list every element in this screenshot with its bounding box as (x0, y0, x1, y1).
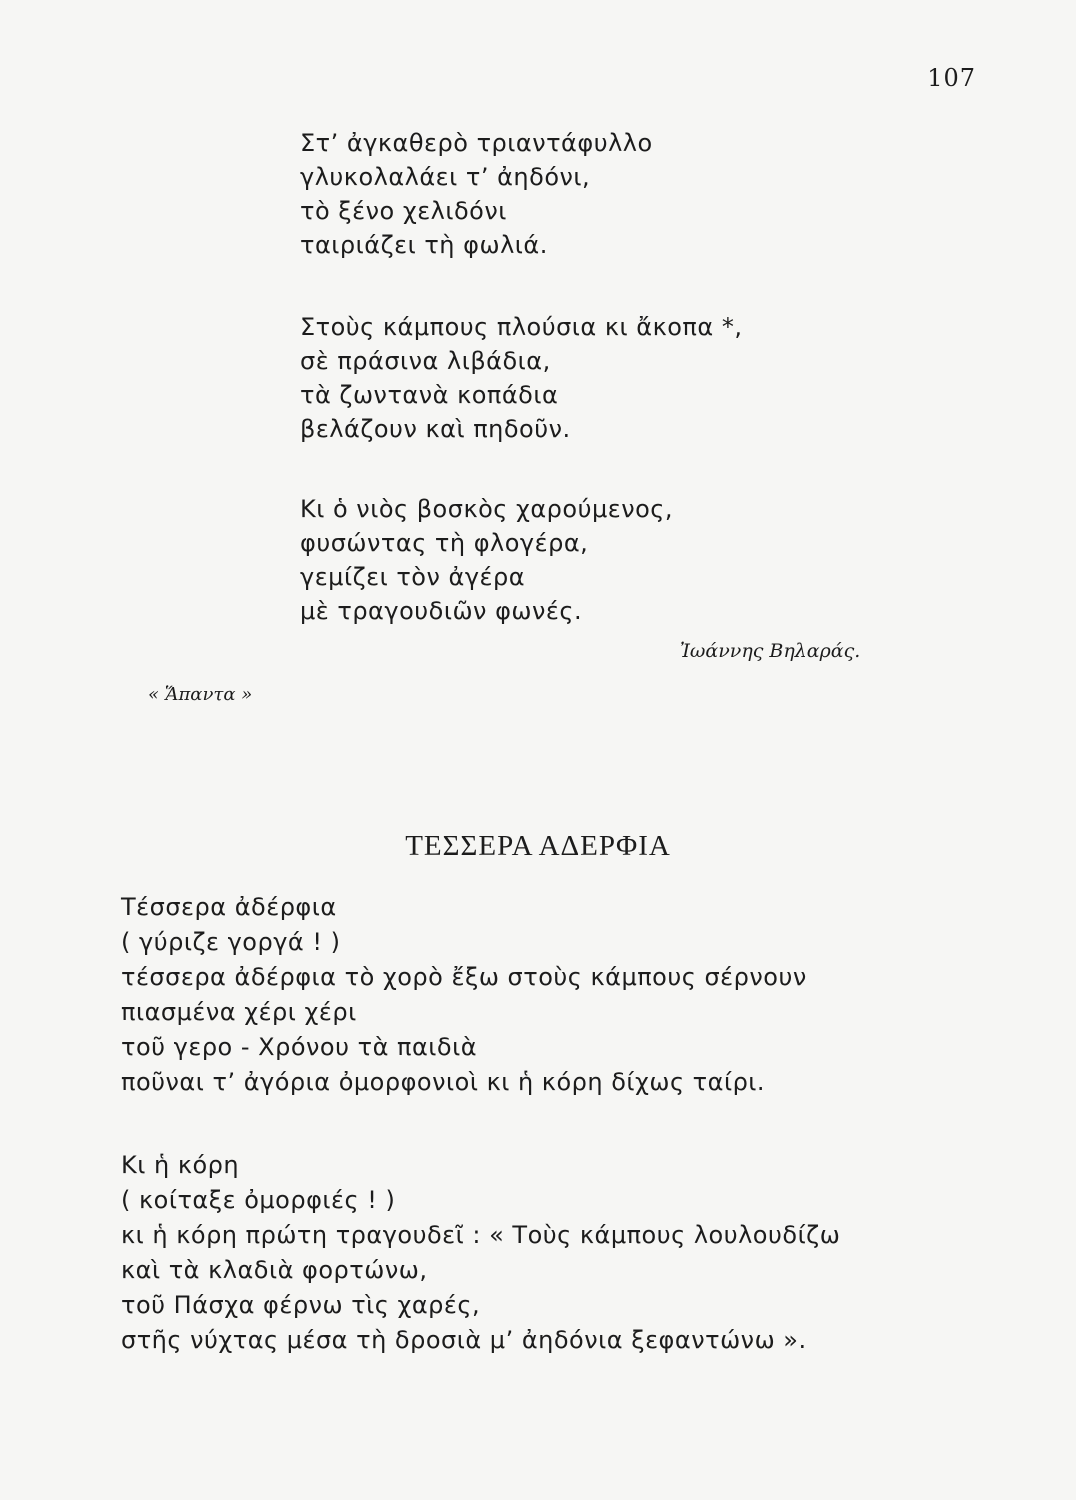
source-citation: « Ἅπαντα » (148, 684, 253, 705)
poem-line: Κι ἡ κόρη (121, 1151, 240, 1179)
poem-line: γλυκολαλάει τ’ ἀηδόνι, (300, 163, 591, 191)
poem-line: τοῦ γερο - Χρόνου τὰ παιδιὰ (121, 1033, 478, 1061)
poem-line: φυσώντας τὴ φλογέρα, (300, 529, 589, 557)
poem-line: καὶ τὰ κλαδιὰ φορτώνω, (121, 1256, 428, 1284)
poem-line: τέσσερα ἀδέρφια τὸ χορὸ ἔξω στοὺς κάμπους σέρνουν (121, 963, 807, 991)
poem-line: Στοὺς κάμπους πλούσια κι ἄκοπα *, (300, 313, 743, 341)
poem-title: ΤΕΣΣΕΡΑ ΑΔΕΡΦΙΑ (405, 830, 671, 862)
poem-line: μὲ τραγουδιῶν φωνές. (300, 597, 583, 625)
poem-line: τὸ ξένο χελιδόνι (300, 197, 507, 225)
poem-line: γεμίζει τὸν ἀγέρα (300, 563, 526, 591)
poem-line: Τέσσερα ἀδέρφια (121, 893, 337, 921)
poem-line: τὰ ζωντανὰ κοπάδια (300, 381, 559, 409)
poem-line: ταιριάζει τὴ φωλιά. (300, 231, 548, 259)
poem-line: πιασμένα χέρι χέρι (121, 998, 357, 1026)
page-number: 107 (927, 64, 976, 92)
poem-line: τοῦ Πάσχα φέρνω τὶς χαρές, (121, 1291, 481, 1319)
author-signature: Ἰωάννης Βηλαράς. (680, 640, 861, 662)
poem-line: σὲ πράσινα λιβάδια, (300, 347, 551, 375)
poem-line: κι ἡ κόρη πρώτη τραγουδεῖ : « Τοὺς κάμπους λουλουδίζω (121, 1221, 841, 1249)
poem-line: Κι ὁ νιὸς βοσκὸς χαρούμενος, (300, 495, 674, 523)
poem-line: ( γύριζε γοργά ! ) (121, 928, 341, 956)
poem-line: βελάζουν καὶ πηδοῦν. (300, 415, 571, 443)
poem-line: στῆς νύχτας μέσα τὴ δροσιὰ μ’ ἀηδόνια ξεφαντώνω ». (121, 1326, 807, 1354)
poem-line: ποῦναι τ’ ἀγόρια ὀμορφονιοὶ κι ἡ κόρη δίχως ταίρι. (121, 1068, 766, 1096)
poem-line: ( κοίταξε ὀμορφιές ! ) (121, 1186, 396, 1214)
poem-line: Στ’ ἀγκαθερὸ τριαντάφυλλο (300, 129, 653, 157)
